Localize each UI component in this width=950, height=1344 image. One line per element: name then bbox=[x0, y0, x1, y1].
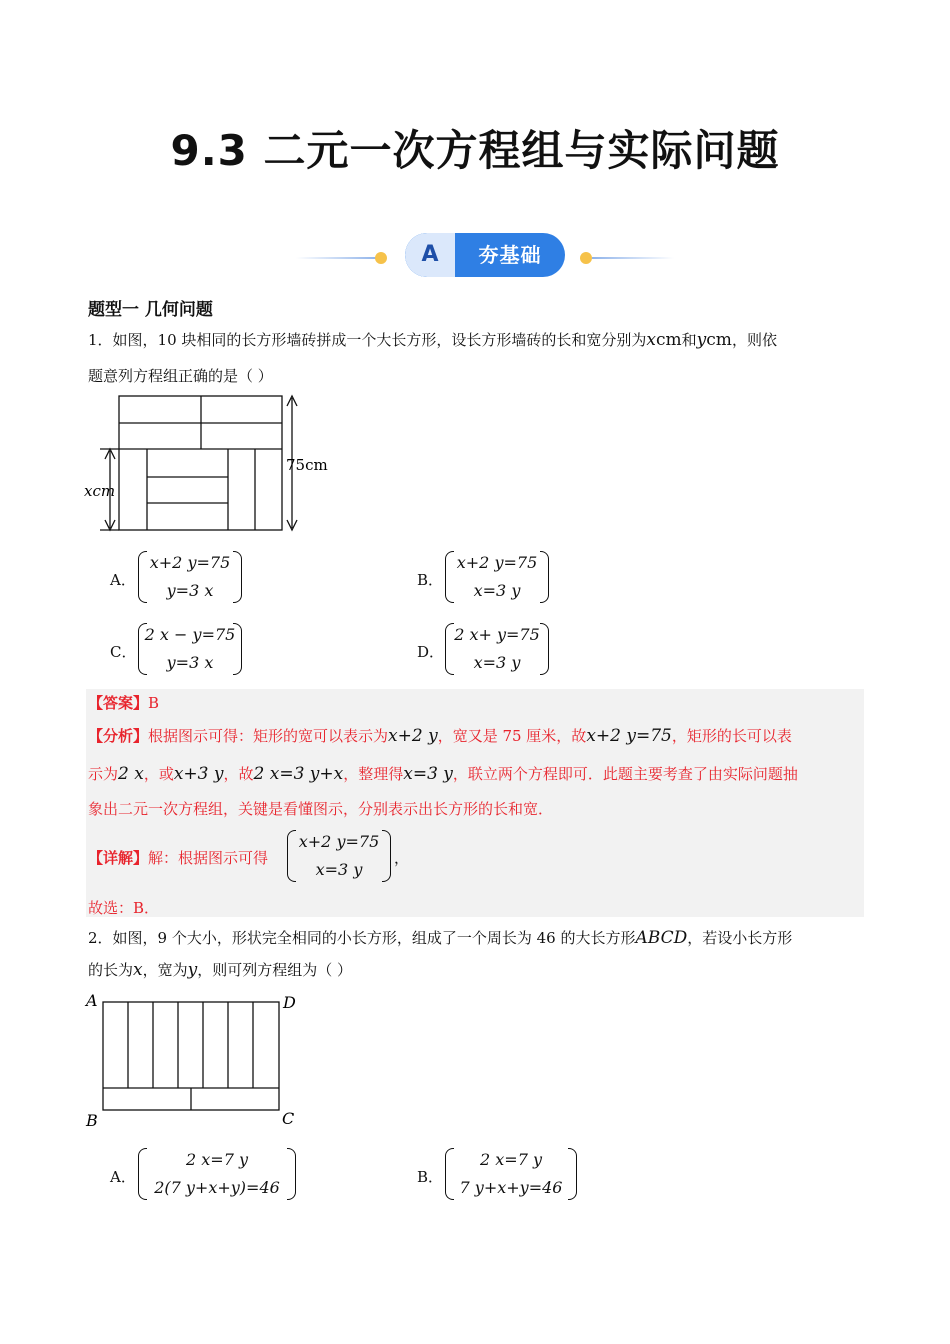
q1-text-b: ，则依 bbox=[731, 331, 777, 349]
q1-analysis-m5: 2 x=3 y+x bbox=[253, 764, 344, 784]
q1-option-d-eq1: 2 x+ y=75 bbox=[454, 625, 540, 644]
q1-analysis-p3: ，矩形的长可以表 bbox=[671, 727, 792, 745]
q1-answer-tag: 【答案】 bbox=[88, 694, 149, 712]
q1-analysis-p8: ，联立两个方程即可．此题主要考查了由实际问题抽 bbox=[452, 765, 798, 783]
q1-var-x: x bbox=[646, 330, 656, 350]
q1-detail-line bbox=[88, 848, 268, 868]
q1-analysis-p7: ，整理得 bbox=[343, 765, 404, 783]
banner-line-left bbox=[296, 257, 378, 259]
q1-option-a-system[interactable] bbox=[138, 549, 242, 605]
q2-stem-line2 bbox=[88, 960, 352, 980]
q1-detail-text: 解：根据图示可得 bbox=[148, 849, 269, 867]
q1-detail-eq2: x=3 y bbox=[315, 860, 363, 879]
q1-analysis-m3: 2 x bbox=[118, 764, 144, 784]
banner-line-right bbox=[592, 257, 674, 259]
q1-answer bbox=[88, 693, 159, 713]
q2-text-d: ，宽为 bbox=[142, 961, 188, 979]
q1-analysis-p5: ，或 bbox=[143, 765, 174, 783]
q1-option-c-eq2: y=3 x bbox=[166, 653, 214, 672]
q1-analysis-p6: ，故 bbox=[223, 765, 254, 783]
q1-analysis-m4: x+3 y bbox=[173, 764, 224, 784]
q1-analysis-line2 bbox=[88, 764, 868, 784]
q1-option-d-system[interactable] bbox=[445, 621, 549, 677]
q1-option-b-eq2: x=3 y bbox=[473, 581, 521, 600]
q1-analysis-line1 bbox=[88, 726, 868, 746]
q2-corner-b: B bbox=[86, 1111, 98, 1130]
q2-number: 2． bbox=[88, 929, 113, 947]
q1-conclusion: 故选：B． bbox=[88, 899, 160, 917]
q2-text-b: ，若设小长方形 bbox=[687, 929, 793, 947]
q2-text-c: 的长为 bbox=[88, 961, 134, 979]
q1-detail-tail: ， bbox=[394, 849, 410, 867]
banner-dot-left bbox=[375, 252, 387, 264]
q1-analysis-p4: 示为 bbox=[88, 765, 119, 783]
q1-var-y: y bbox=[696, 330, 707, 350]
q1-unit-cm-2: cm bbox=[706, 330, 732, 350]
q2-text-a: 如图，9 个大小，形状完全相同的小长方形，组成了一个周长为 46 的大长方形 bbox=[112, 929, 636, 947]
q1-label-75cm: 75cm bbox=[286, 456, 328, 474]
q1-analysis-tag: 【分析】 bbox=[88, 727, 149, 745]
q2-option-b-label[interactable]: B． bbox=[417, 1168, 444, 1186]
q1-option-d-label[interactable]: D． bbox=[417, 643, 445, 661]
q1-analysis-m1: x+2 y bbox=[388, 726, 438, 746]
q2-corner-a: A bbox=[86, 991, 98, 1010]
q1-analysis-line3: 象出二元一次方程组，关键是看懂图示，分别表示出长方形的长和宽． bbox=[88, 800, 554, 818]
page-title: 9.3 二元一次方程组与实际问题 bbox=[170, 126, 780, 175]
q1-detail-eq1: x+2 y=75 bbox=[298, 832, 380, 851]
q2-var-y: y bbox=[187, 960, 198, 980]
q2-option-b-system[interactable] bbox=[445, 1146, 577, 1202]
banner-label: 夯基础 bbox=[478, 243, 542, 267]
q2-option-b-eq1: 2 x=7 y bbox=[480, 1150, 542, 1169]
q1-option-c-eq1: 2 x − y=75 bbox=[144, 625, 236, 644]
q1-analysis-m6: x=3 y bbox=[403, 764, 453, 784]
q1-number: 1． bbox=[88, 331, 113, 349]
q2-option-a-system[interactable] bbox=[138, 1146, 296, 1202]
q1-stem bbox=[88, 330, 868, 350]
q2-text-e: ，则可列方程组为（ ） bbox=[197, 961, 353, 979]
q1-analysis-m2: x+2 y=75 bbox=[586, 726, 672, 746]
q1-option-c-label[interactable]: C． bbox=[110, 643, 137, 661]
q2-option-b-eq2: 7 y+x+y=46 bbox=[459, 1178, 563, 1197]
q1-option-b-system[interactable] bbox=[445, 549, 549, 605]
q1-option-a-label[interactable]: A． bbox=[110, 571, 136, 589]
q2-rectangle-figure bbox=[82, 988, 312, 1133]
q1-detail-tag: 【详解】 bbox=[88, 849, 149, 867]
q2-corner-c: C bbox=[282, 1109, 295, 1128]
q2-option-a-eq1: 2 x=7 y bbox=[186, 1150, 248, 1169]
q1-detail-system bbox=[287, 828, 391, 884]
q1-analysis-p1: 根据图示可得：矩形的宽可以表示为 bbox=[148, 727, 389, 745]
q2-stem bbox=[88, 928, 868, 948]
q1-stem-line2: 题意列方程组正确的是（ ） bbox=[88, 367, 273, 385]
q1-and: 和 bbox=[681, 331, 697, 349]
q2-corner-d: D bbox=[283, 993, 296, 1012]
q1-option-a-eq1: x+2 y=75 bbox=[149, 553, 231, 572]
q2-option-a-label[interactable]: A． bbox=[110, 1168, 136, 1186]
q1-text-a: 如图，10 块相同的长方形墙砖拼成一个大长方形，设长方形墙砖的长和宽分别为 bbox=[112, 331, 647, 349]
q1-option-a-eq2: y=3 x bbox=[166, 581, 214, 600]
q1-unit-cm-1: cm bbox=[656, 330, 682, 350]
q1-option-b-label[interactable]: B． bbox=[417, 571, 444, 589]
q1-brick-figure bbox=[80, 392, 340, 534]
q2-option-a-eq2: 2(7 y+x+y)=46 bbox=[154, 1178, 280, 1197]
q1-analysis-p2: ，宽又是 75 厘米，故 bbox=[437, 727, 587, 745]
q1-option-c-system[interactable] bbox=[138, 621, 242, 677]
q1-label-xcm: xcm bbox=[84, 482, 116, 500]
banner-letter: A bbox=[405, 233, 455, 277]
q1-option-d-eq2: x=3 y bbox=[473, 653, 521, 672]
q1-answer-value: B bbox=[148, 694, 160, 712]
q1-option-b-eq1: x+2 y=75 bbox=[456, 553, 538, 572]
section-banner bbox=[405, 233, 565, 277]
section-heading: 题型一 几何问题 bbox=[88, 300, 213, 320]
q2-var-x: x bbox=[133, 960, 143, 980]
q2-var-abcd: ABCD bbox=[635, 928, 688, 948]
banner-dot-right bbox=[580, 252, 592, 264]
